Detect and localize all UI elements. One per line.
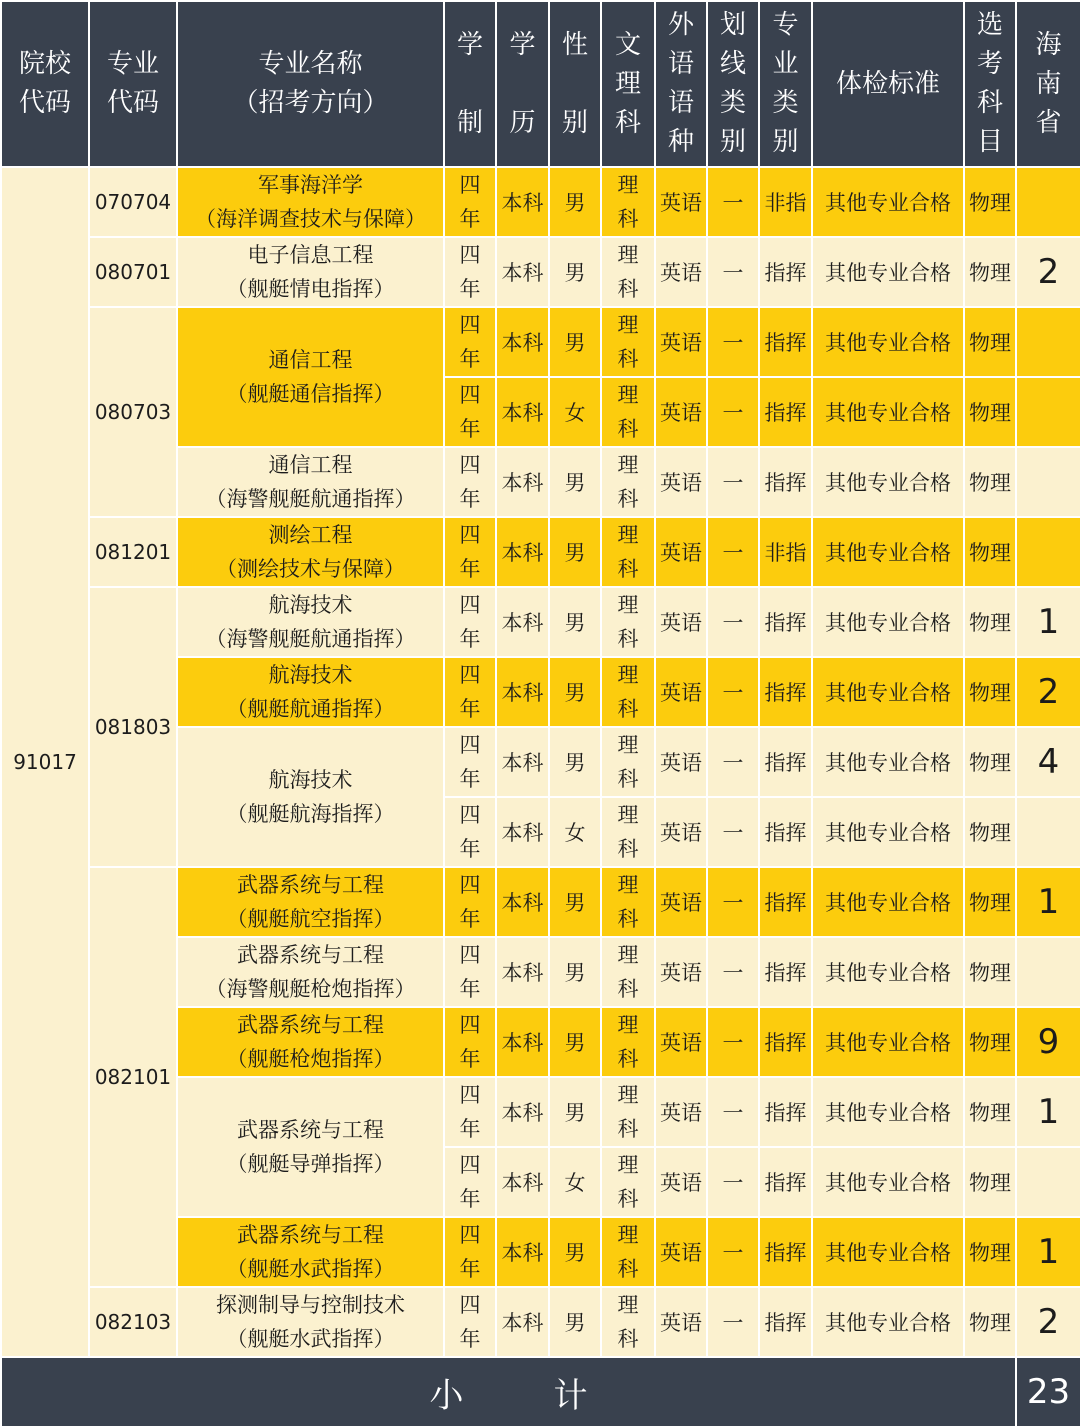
subject-cell: 物理 xyxy=(964,1147,1016,1217)
spec-type-cell: 非指 xyxy=(759,167,812,237)
track-cell: 理 科 xyxy=(601,727,655,797)
spec-type-cell: 指挥 xyxy=(759,657,812,727)
degree-cell: 本科 xyxy=(496,727,549,797)
major-code: 081201 xyxy=(89,517,177,587)
language-cell: 英语 xyxy=(655,1217,707,1287)
count-cell xyxy=(1016,1147,1080,1217)
duration-cell: 四 年 xyxy=(444,377,496,447)
subject-cell: 物理 xyxy=(964,1077,1016,1147)
language-cell: 英语 xyxy=(655,1007,707,1077)
major-code: 080703 xyxy=(89,307,177,517)
degree-cell: 本科 xyxy=(496,377,549,447)
language-cell: 英语 xyxy=(655,1287,707,1357)
physical-cell: 其他专业合格 xyxy=(812,307,964,377)
major-name: 武器系统与工程 （舰艇水武指挥） xyxy=(177,1217,444,1287)
line-type-cell: 一 xyxy=(707,587,759,657)
gender-cell: 女 xyxy=(549,377,601,447)
line-type-cell: 一 xyxy=(707,237,759,307)
count-cell: 1 xyxy=(1016,1077,1080,1147)
count-cell xyxy=(1016,307,1080,377)
major-name: 通信工程 （舰艇通信指挥） xyxy=(177,307,444,447)
major-code: 082103 xyxy=(89,1287,177,1357)
table-row xyxy=(1,307,1080,377)
physical-cell: 其他专业合格 xyxy=(812,1147,964,1217)
header-track: 文 理 科 xyxy=(601,1,655,167)
subject-cell: 物理 xyxy=(964,587,1016,657)
duration-cell: 四 年 xyxy=(444,167,496,237)
language-cell: 英语 xyxy=(655,1147,707,1217)
table-row xyxy=(1,867,1080,937)
major-name: 军事海洋学 （海洋调查技术与保障） xyxy=(177,167,444,237)
subject-cell: 物理 xyxy=(964,167,1016,237)
track-cell: 理 科 xyxy=(601,1287,655,1357)
degree-cell: 本科 xyxy=(496,1077,549,1147)
line-type-cell: 一 xyxy=(707,1217,759,1287)
subject-cell: 物理 xyxy=(964,237,1016,307)
degree-cell: 本科 xyxy=(496,517,549,587)
gender-cell: 男 xyxy=(549,727,601,797)
line-type-cell: 一 xyxy=(707,797,759,867)
spec-type-cell: 指挥 xyxy=(759,1217,812,1287)
count-cell: 4 xyxy=(1016,727,1080,797)
line-type-cell: 一 xyxy=(707,447,759,517)
duration-cell: 四 年 xyxy=(444,237,496,307)
table-row xyxy=(1,237,1080,307)
header-subjects: 选 考 科 目 xyxy=(964,1,1016,167)
count-cell: 2 xyxy=(1016,657,1080,727)
track-cell: 理 科 xyxy=(601,447,655,517)
track-cell: 理 科 xyxy=(601,1077,655,1147)
degree-cell: 本科 xyxy=(496,307,549,377)
major-name: 武器系统与工程 （舰艇航空指挥） xyxy=(177,867,444,937)
major-name: 航海技术 （舰艇航通指挥） xyxy=(177,657,444,727)
gender-cell: 男 xyxy=(549,657,601,727)
gender-cell: 男 xyxy=(549,517,601,587)
gender-cell: 男 xyxy=(549,237,601,307)
gender-cell: 女 xyxy=(549,1147,601,1217)
table-row xyxy=(1,1287,1080,1357)
gender-cell: 男 xyxy=(549,1077,601,1147)
duration-cell: 四 年 xyxy=(444,657,496,727)
gender-cell: 男 xyxy=(549,867,601,937)
header-degree: 学 历 xyxy=(496,1,549,167)
physical-cell: 其他专业合格 xyxy=(812,937,964,1007)
physical-cell: 其他专业合格 xyxy=(812,167,964,237)
physical-cell: 其他专业合格 xyxy=(812,587,964,657)
language-cell: 英语 xyxy=(655,797,707,867)
physical-cell: 其他专业合格 xyxy=(812,1217,964,1287)
language-cell: 英语 xyxy=(655,447,707,517)
track-cell: 理 科 xyxy=(601,937,655,1007)
spec-type-cell: 指挥 xyxy=(759,587,812,657)
gender-cell: 男 xyxy=(549,447,601,517)
line-type-cell: 一 xyxy=(707,1287,759,1357)
major-name: 武器系统与工程 （舰艇导弹指挥） xyxy=(177,1077,444,1217)
count-cell: 2 xyxy=(1016,237,1080,307)
major-name: 武器系统与工程 （海警舰艇枪炮指挥） xyxy=(177,937,444,1007)
duration-cell: 四 年 xyxy=(444,937,496,1007)
spec-type-cell: 指挥 xyxy=(759,937,812,1007)
degree-cell: 本科 xyxy=(496,167,549,237)
duration-cell: 四 年 xyxy=(444,727,496,797)
spec-type-cell: 指挥 xyxy=(759,1077,812,1147)
subject-cell: 物理 xyxy=(964,727,1016,797)
line-type-cell: 一 xyxy=(707,1147,759,1217)
line-type-cell: 一 xyxy=(707,727,759,797)
track-cell: 理 科 xyxy=(601,377,655,447)
line-type-cell: 一 xyxy=(707,307,759,377)
gender-cell: 男 xyxy=(549,1007,601,1077)
language-cell: 英语 xyxy=(655,727,707,797)
count-cell: 2 xyxy=(1016,1287,1080,1357)
line-type-cell: 一 xyxy=(707,657,759,727)
spec-type-cell: 指挥 xyxy=(759,237,812,307)
subject-cell: 物理 xyxy=(964,377,1016,447)
major-code: 081803 xyxy=(89,587,177,867)
major-code: 082101 xyxy=(89,867,177,1287)
spec-type-cell: 指挥 xyxy=(759,867,812,937)
header-duration: 学 制 xyxy=(444,1,496,167)
degree-cell: 本科 xyxy=(496,937,549,1007)
major-name: 探测制导与控制技术 （舰艇水武指挥） xyxy=(177,1287,444,1357)
physical-cell: 其他专业合格 xyxy=(812,1007,964,1077)
header-major-code: 专业 代码 xyxy=(89,1,177,167)
physical-cell: 其他专业合格 xyxy=(812,797,964,867)
duration-cell: 四 年 xyxy=(444,447,496,517)
physical-cell: 其他专业合格 xyxy=(812,727,964,797)
duration-cell: 四 年 xyxy=(444,867,496,937)
track-cell: 理 科 xyxy=(601,237,655,307)
subject-cell: 物理 xyxy=(964,1007,1016,1077)
language-cell: 英语 xyxy=(655,1077,707,1147)
duration-cell: 四 年 xyxy=(444,1287,496,1357)
subject-cell: 物理 xyxy=(964,867,1016,937)
spec-type-cell: 指挥 xyxy=(759,797,812,867)
major-name: 武器系统与工程 （舰艇枪炮指挥） xyxy=(177,1007,444,1077)
header-province: 海 南 省 xyxy=(1016,1,1080,167)
duration-cell: 四 年 xyxy=(444,1007,496,1077)
track-cell: 理 科 xyxy=(601,867,655,937)
gender-cell: 男 xyxy=(549,307,601,377)
degree-cell: 本科 xyxy=(496,237,549,307)
degree-cell: 本科 xyxy=(496,657,549,727)
duration-cell: 四 年 xyxy=(444,307,496,377)
degree-cell: 本科 xyxy=(496,797,549,867)
header-language: 外 语 语 种 xyxy=(655,1,707,167)
count-cell: 1 xyxy=(1016,1217,1080,1287)
physical-cell: 其他专业合格 xyxy=(812,447,964,517)
duration-cell: 四 年 xyxy=(444,1147,496,1217)
header-line-type: 划 线 类 别 xyxy=(707,1,759,167)
track-cell: 理 科 xyxy=(601,1007,655,1077)
track-cell: 理 科 xyxy=(601,797,655,867)
gender-cell: 女 xyxy=(549,797,601,867)
subject-cell: 物理 xyxy=(964,307,1016,377)
count-cell: 1 xyxy=(1016,867,1080,937)
major-name: 电子信息工程 （舰艇情电指挥） xyxy=(177,237,444,307)
track-cell: 理 科 xyxy=(601,167,655,237)
gender-cell: 男 xyxy=(549,937,601,1007)
major-code: 080701 xyxy=(89,237,177,307)
track-cell: 理 科 xyxy=(601,307,655,377)
count-cell xyxy=(1016,517,1080,587)
line-type-cell: 一 xyxy=(707,167,759,237)
gender-cell: 男 xyxy=(549,1217,601,1287)
spec-type-cell: 指挥 xyxy=(759,1007,812,1077)
line-type-cell: 一 xyxy=(707,1007,759,1077)
degree-cell: 本科 xyxy=(496,1287,549,1357)
language-cell: 英语 xyxy=(655,587,707,657)
duration-cell: 四 年 xyxy=(444,797,496,867)
physical-cell: 其他专业合格 xyxy=(812,1287,964,1357)
track-cell: 理 科 xyxy=(601,657,655,727)
gender-cell: 男 xyxy=(549,587,601,657)
degree-cell: 本科 xyxy=(496,587,549,657)
table-row xyxy=(1,167,1080,237)
header-gender: 性 别 xyxy=(549,1,601,167)
table-row xyxy=(1,517,1080,587)
count-cell: 1 xyxy=(1016,587,1080,657)
institution-code: 91017 xyxy=(1,167,89,1357)
subject-cell: 物理 xyxy=(964,797,1016,867)
subject-cell: 物理 xyxy=(964,1217,1016,1287)
duration-cell: 四 年 xyxy=(444,1217,496,1287)
major-name: 航海技术 （海警舰艇航通指挥） xyxy=(177,587,444,657)
subtotal-row xyxy=(1,1357,1080,1427)
count-cell xyxy=(1016,447,1080,517)
major-name: 测绘工程 （测绘技术与保障） xyxy=(177,517,444,587)
spec-type-cell: 指挥 xyxy=(759,447,812,517)
count-cell xyxy=(1016,937,1080,1007)
subject-cell: 物理 xyxy=(964,937,1016,1007)
major-name: 航海技术 （舰艇航海指挥） xyxy=(177,727,444,867)
major-code: 070704 xyxy=(89,167,177,237)
subject-cell: 物理 xyxy=(964,517,1016,587)
duration-cell: 四 年 xyxy=(444,1077,496,1147)
subtotal-value: 23 xyxy=(1016,1357,1080,1427)
line-type-cell: 一 xyxy=(707,937,759,1007)
spec-type-cell: 指挥 xyxy=(759,307,812,377)
spec-type-cell: 指挥 xyxy=(759,727,812,797)
degree-cell: 本科 xyxy=(496,1217,549,1287)
header-spec-type: 专 业 类 别 xyxy=(759,1,812,167)
spec-type-cell: 非指 xyxy=(759,517,812,587)
header-major-name: 专业名称 （招考方向） xyxy=(177,1,444,167)
major-name: 通信工程 （海警舰艇航通指挥） xyxy=(177,447,444,517)
degree-cell: 本科 xyxy=(496,867,549,937)
line-type-cell: 一 xyxy=(707,1077,759,1147)
degree-cell: 本科 xyxy=(496,1007,549,1077)
line-type-cell: 一 xyxy=(707,867,759,937)
count-cell xyxy=(1016,167,1080,237)
gender-cell: 男 xyxy=(549,1287,601,1357)
physical-cell: 其他专业合格 xyxy=(812,377,964,447)
physical-cell: 其他专业合格 xyxy=(812,867,964,937)
line-type-cell: 一 xyxy=(707,517,759,587)
gender-cell: 男 xyxy=(549,167,601,237)
line-type-cell: 一 xyxy=(707,377,759,447)
physical-cell: 其他专业合格 xyxy=(812,1077,964,1147)
count-cell xyxy=(1016,377,1080,447)
table-row xyxy=(1,587,1080,657)
degree-cell: 本科 xyxy=(496,447,549,517)
subject-cell: 物理 xyxy=(964,657,1016,727)
spec-type-cell: 指挥 xyxy=(759,377,812,447)
track-cell: 理 科 xyxy=(601,1147,655,1217)
header-inst-code: 院校 代码 xyxy=(1,1,89,167)
header-row xyxy=(1,1,1080,167)
subject-cell: 物理 xyxy=(964,1287,1016,1357)
subject-cell: 物理 xyxy=(964,447,1016,517)
track-cell: 理 科 xyxy=(601,587,655,657)
language-cell: 英语 xyxy=(655,657,707,727)
language-cell: 英语 xyxy=(655,517,707,587)
physical-cell: 其他专业合格 xyxy=(812,657,964,727)
spec-type-cell: 指挥 xyxy=(759,1287,812,1357)
spec-type-cell: 指挥 xyxy=(759,1147,812,1217)
track-cell: 理 科 xyxy=(601,517,655,587)
language-cell: 英语 xyxy=(655,237,707,307)
language-cell: 英语 xyxy=(655,307,707,377)
physical-cell: 其他专业合格 xyxy=(812,517,964,587)
count-cell xyxy=(1016,797,1080,867)
header-physical: 体检标准 xyxy=(812,1,964,167)
language-cell: 英语 xyxy=(655,937,707,1007)
duration-cell: 四 年 xyxy=(444,517,496,587)
subtotal-label: 小计 xyxy=(1,1357,1016,1427)
degree-cell: 本科 xyxy=(496,1147,549,1217)
track-cell: 理 科 xyxy=(601,1217,655,1287)
count-cell: 9 xyxy=(1016,1007,1080,1077)
duration-cell: 四 年 xyxy=(444,587,496,657)
physical-cell: 其他专业合格 xyxy=(812,237,964,307)
language-cell: 英语 xyxy=(655,167,707,237)
language-cell: 英语 xyxy=(655,377,707,447)
language-cell: 英语 xyxy=(655,867,707,937)
